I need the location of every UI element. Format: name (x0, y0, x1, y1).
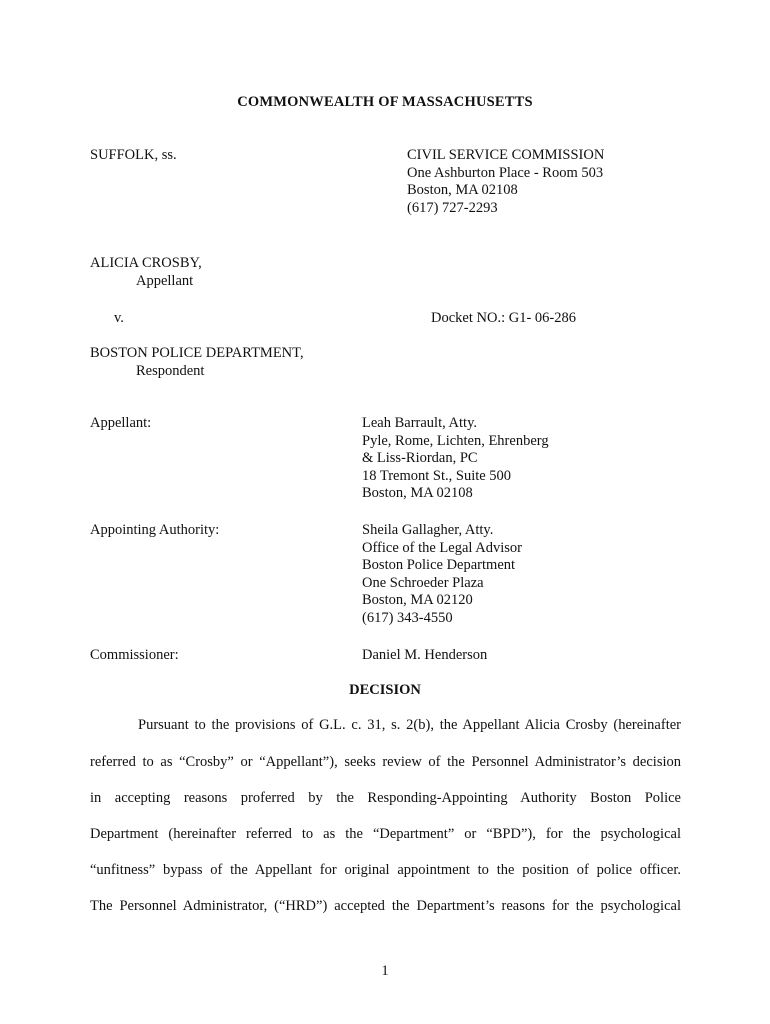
versus: v. (114, 310, 124, 326)
commission-block (407, 147, 604, 217)
authority-counsel-block (362, 522, 522, 627)
commission-address-2: Boston, MA 02108 (407, 182, 518, 198)
authority-counsel-line: Sheila Gallagher, Atty. (362, 522, 494, 538)
decision-line: Pursuant to the provisions of G.L. c. 31, s. 2(b), the Appellant Alicia Crosby (hereinafter (138, 717, 681, 733)
appellant-counsel-label: Appellant: (90, 415, 152, 431)
appellant-counsel-line: Pyle, Rome, Lichten, Ehrenberg (362, 432, 549, 449)
commissioner-name: Daniel M. Henderson (362, 647, 488, 663)
decision-line: The Personnel Administrator, (“HRD”) accepted the Department’s reasons for the psychological (90, 898, 681, 914)
appellant-caption (90, 255, 202, 290)
commission-address-1: One Ashburton Place - Room 503 (407, 164, 604, 181)
decision-line: referred to as “Crosby” or “Appellant”), seeks review of the Personnel Administrator’s decision (90, 754, 681, 770)
authority-counsel-line: Boston Police Department (362, 557, 516, 573)
decision-heading: DECISION (349, 682, 421, 698)
respondent-name: BOSTON POLICE DEPARTMENT, (90, 345, 304, 361)
authority-counsel-line: One Schroeder Plaza (362, 574, 484, 591)
docket-number: Docket NO.: G1- 06-286 (431, 310, 576, 326)
appellant-counsel-line: & Liss-Riordan, PC (362, 450, 478, 466)
decision-line: “unfitness” bypass of the Appellant for original appointment to the position of police officer. (90, 862, 681, 878)
commission-phone: (617) 727-2293 (407, 199, 498, 216)
authority-counsel-line: Boston, MA 02120 (362, 592, 473, 608)
appellant-counsel-line: Boston, MA 02108 (362, 485, 473, 501)
appellant-counsel-line: Leah Barrault, Atty. (362, 415, 478, 431)
authority-counsel-line: Office of the Legal Advisor (362, 539, 522, 556)
document-title: COMMONWEALTH OF MASSACHUSETTS (237, 94, 533, 110)
county: SUFFOLK, ss. (90, 147, 177, 163)
appellant-counsel-line: 18 Tremont St., Suite 500 (362, 467, 512, 484)
appellant-role: Appellant (136, 272, 194, 289)
authority-counsel-label: Appointing Authority: (90, 522, 220, 538)
appellant-name: ALICIA CROSBY, (90, 255, 202, 271)
respondent-role: Respondent (136, 362, 205, 379)
respondent-caption (90, 345, 304, 380)
page-number: 1 (381, 963, 389, 979)
commissioner-label: Commissioner: (90, 647, 179, 663)
decision-line: Department (hereinafter referred to as the “Department” or “BPD”), for the psychological (90, 826, 681, 842)
commission-name: CIVIL SERVICE COMMISSION (407, 147, 605, 163)
authority-counsel-line: (617) 343-4550 (362, 609, 453, 626)
decision-line: in accepting reasons proferred by the Responding-Appointing Authority Boston Police (90, 790, 681, 806)
appellant-counsel-block (362, 415, 549, 503)
